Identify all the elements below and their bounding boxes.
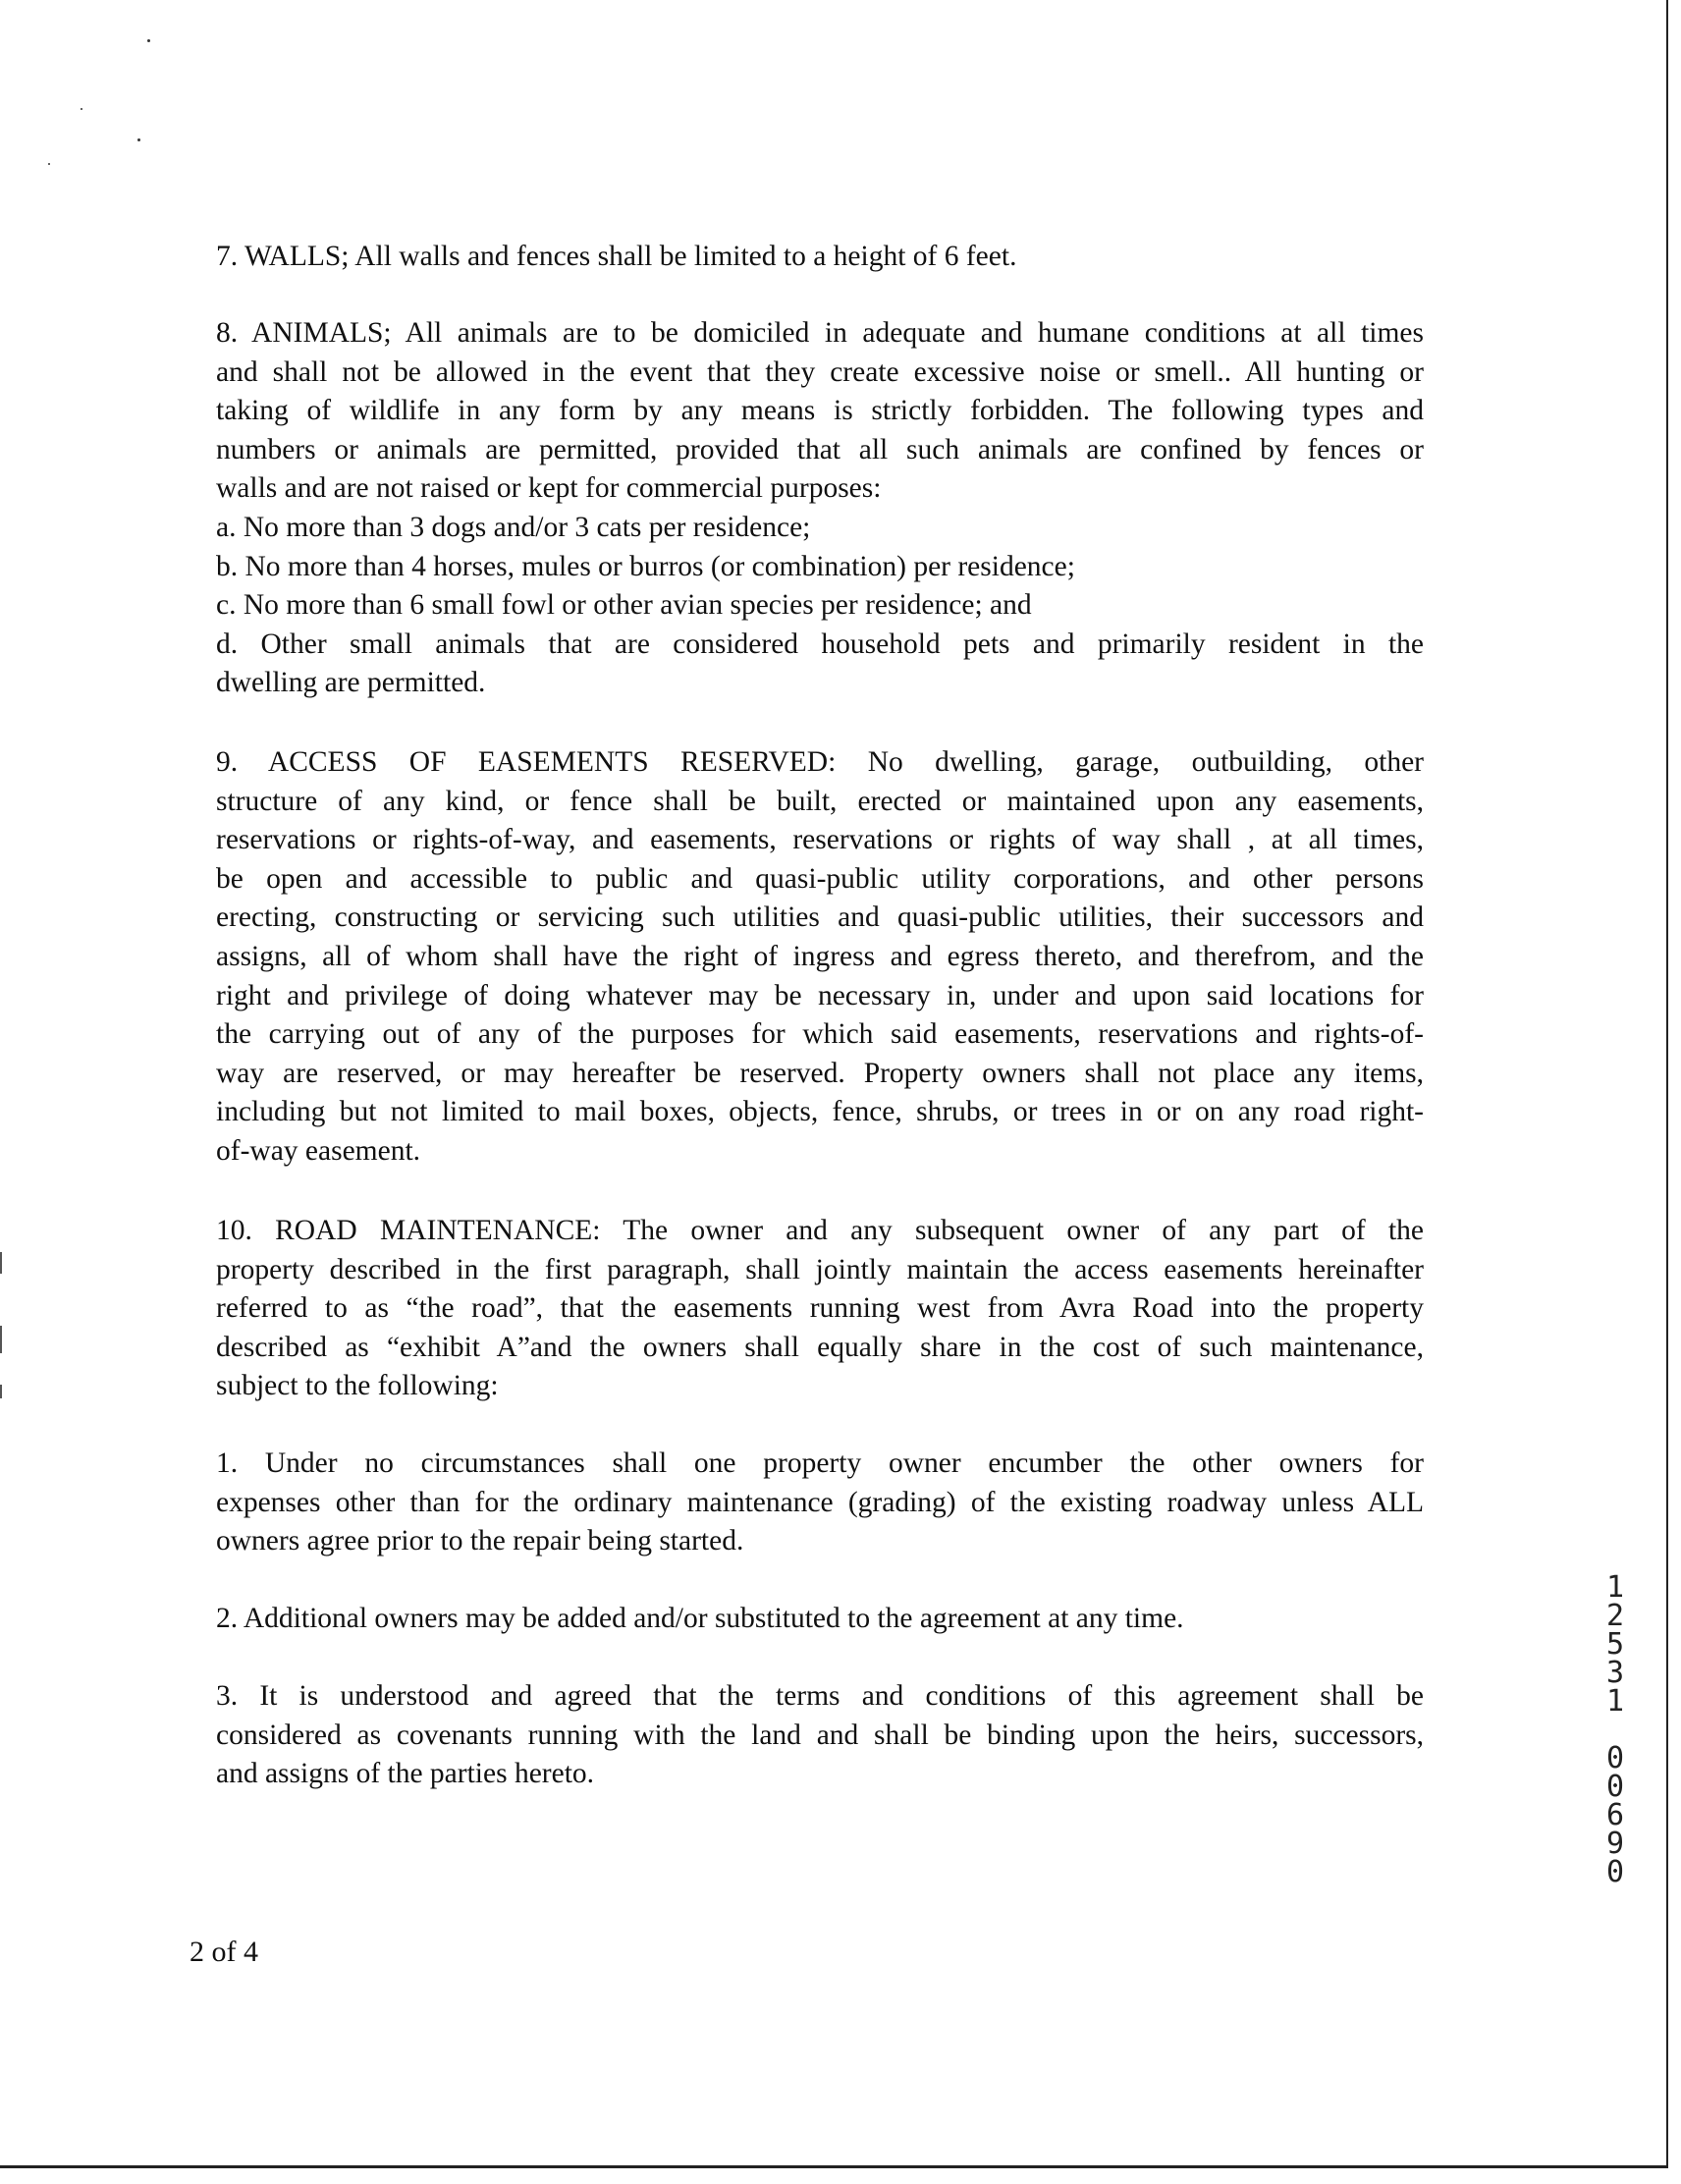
scan-speck (137, 138, 140, 141)
stamp-digit: 0 (1605, 1741, 1625, 1775)
stamp-digit: 3 (1605, 1656, 1625, 1690)
stamp-gap (1596, 1716, 1635, 1744)
animals-list-item: c. No more than 6 small fowl or other avian species per residence; and (216, 589, 1032, 622)
recording-stamp (1596, 1570, 1635, 1889)
easements-line: right and privilege of doing whatever may be necessary in, under and upon said locations for (216, 979, 1424, 1011)
road-maintenance-line: 10. ROAD MAINTENANCE: The owner and any subsequent owner of any part of the (216, 1215, 1424, 1246)
page-number: 2 of 4 (190, 1936, 258, 1968)
easements-line: structure of any kind, or fence shall be built, erected or maintained upon any easements, (216, 785, 1424, 817)
scan-speck (81, 108, 82, 110)
animals-line: walls and are not raised or kept for commercial purposes: (216, 472, 882, 505)
scan-speck (147, 39, 150, 42)
animals-list-item: b. No more than 4 horses, mules or burros (or combination) per residence; (216, 550, 1075, 582)
clause-3-line: and assigns of the parties hereto. (216, 1758, 595, 1790)
clause-1-line: 1. Under no circumstances shall one property owner encumber the other owners for (216, 1447, 1424, 1479)
easements-line: assigns, all of whom shall have the right of ingress and egress thereto, and therefrom, and the (216, 940, 1424, 972)
easements-line: be open and accessible to public and quasi-public utility corporations, and other persons (216, 862, 1424, 895)
scan-edge-mark (0, 1385, 2, 1398)
road-maintenance-line: subject to the following: (216, 1370, 499, 1402)
stamp-digit: 0 (1605, 1855, 1625, 1889)
clause-1 (216, 1445, 1424, 1561)
easements-line: the carrying out of any of the purposes for which said easements, reservations and rights-of- (216, 1018, 1424, 1051)
stamp-digit: 1 (1605, 1570, 1625, 1605)
clause-1-line: owners agree prior to the repair being started. (216, 1525, 744, 1557)
section-access-easements (216, 743, 1424, 1172)
road-maintenance-line: referred to as “the road”, that the easements running west from Avra Road into the property (216, 1292, 1424, 1325)
scan-edge-mark (0, 1326, 2, 1353)
stamp-digit: 1 (1605, 1684, 1625, 1719)
section-walls (216, 238, 1424, 277)
easements-line: erecting, constructing or servicing such utilities and quasi-public utilities, their successors and (216, 901, 1424, 934)
section-animals (216, 314, 1424, 703)
clause-2 (216, 1600, 1424, 1639)
easements-line: of-way easement. (216, 1134, 421, 1167)
animals-line: 8. ANIMALS; All animals are to be domiciled in adequate and humane conditions at all times (216, 317, 1424, 349)
stamp-digit: 9 (1605, 1827, 1625, 1861)
section-walls-text: 7. WALLS; All walls and fences shall be limited to a height of 6 feet. (216, 241, 1017, 272)
stamp-digit: 6 (1605, 1798, 1625, 1832)
clause-3 (216, 1677, 1424, 1794)
stamp-digit: 5 (1605, 1627, 1625, 1662)
clause-2-line: 2. Additional owners may be added and/or substituted to the agreement at any time. (216, 1603, 1184, 1634)
animals-list-item: d. Other small animals that are considered household pets and primarily resident in the (216, 628, 1424, 660)
easements-line: reservations or rights-of-way, and easements, reservations or rights of way shall , at all times, (216, 824, 1424, 856)
clause-1-line: expenses other than for the ordinary maintenance (grading) of the existing roadway unless ALL (216, 1486, 1424, 1518)
easements-line: way are reserved, or may hereafter be reserved. Property owners shall not place any items, (216, 1057, 1424, 1089)
stamp-digit: 0 (1605, 1770, 1625, 1804)
animals-list-item: a. No more than 3 dogs and/or 3 cats per residence; (216, 511, 811, 543)
clause-3-line: 3. It is understood and agreed that the terms and conditions of this agreement shall be (216, 1680, 1424, 1712)
scan-edge-bottom (0, 2165, 1668, 2168)
easements-line: 9. ACCESS OF EASEMENTS RESERVED: No dwelling, garage, outbuilding, other (216, 746, 1424, 778)
animals-list-item: dwelling are permitted. (216, 667, 486, 699)
scan-edge-right (1666, 0, 1668, 2166)
scan-edge-mark (0, 1252, 2, 1274)
animals-line: and shall not be allowed in the event that they create excessive noise or smell.. All hunting or (216, 355, 1424, 388)
road-maintenance-line: described as “exhibit A”and the owners shall equally share in the cost of such maintenance, (216, 1331, 1424, 1363)
section-road-maintenance (216, 1212, 1424, 1406)
animals-line: numbers or animals are permitted, provided that all such animals are confined by fences or (216, 433, 1424, 465)
scan-speck (48, 163, 50, 165)
clause-3-line: considered as covenants running with the land and shall be binding upon the heirs, successors, (216, 1719, 1424, 1751)
easements-line: including but not limited to mail boxes, objects, fence, shrubs, or trees in or on any road right- (216, 1096, 1424, 1128)
animals-line: taking of wildlife in any form by any means is strictly forbidden. The following types and (216, 395, 1424, 427)
road-maintenance-line: property described in the first paragraph, shall jointly maintain the access easements hereinafter (216, 1253, 1424, 1285)
stamp-digit: 2 (1605, 1599, 1625, 1633)
